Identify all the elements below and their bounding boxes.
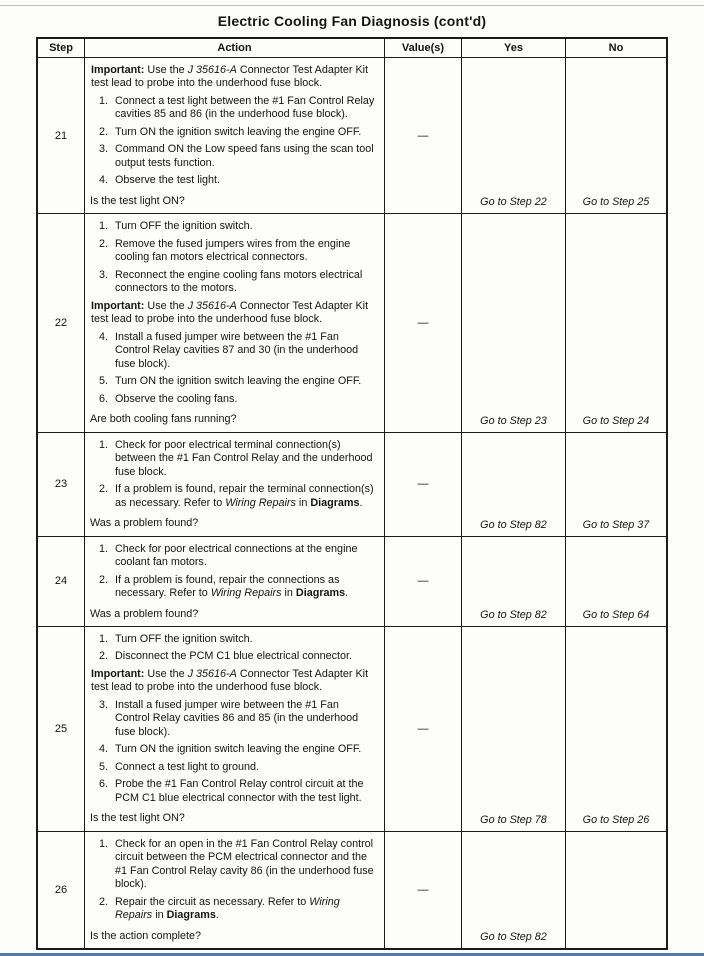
action-item [99, 126, 378, 139]
item-number: 5. [99, 375, 109, 388]
text-run: Probe the #1 Fan Control Relay control circuit at the PCM C1 blue electrical connector with the test light. [115, 778, 364, 804]
text-run: Remove the fused jumpers wires from the engine cooling fan motors electrical connectors. [115, 237, 351, 264]
header-action: Action [84, 39, 384, 57]
action-item [99, 331, 378, 371]
yes-result-cell [461, 627, 565, 831]
item-text [115, 778, 378, 805]
no-result-cell [565, 537, 666, 626]
step-number-cell [38, 832, 84, 948]
item-text [115, 375, 378, 388]
action-item [99, 439, 378, 479]
item-text [115, 143, 378, 170]
action-item [99, 220, 378, 233]
action-item [99, 896, 378, 923]
item-number: 1. [99, 438, 109, 451]
yes-result: Go to Step 23 [480, 414, 547, 427]
no-result: Go to Step 26 [582, 813, 650, 826]
item-number: 2. [99, 895, 109, 908]
text-run: in [281, 587, 296, 600]
text-run: Wiring Repairs [225, 496, 296, 509]
item-number: 2. [99, 650, 109, 663]
header-values: Value(s) [384, 39, 461, 57]
text-run: Observe the cooling fans. [115, 392, 238, 405]
question-text: Is the action complete? [90, 929, 202, 942]
text-run: Wiring Repairs [115, 895, 340, 922]
value-cell [384, 433, 461, 536]
text-run: Check for an open in the #1 Fan Control Relay control circuit between the PCM electrical connector and the #1 Fan Control Relay cavity 86 (in the underhood fuse block). [115, 837, 374, 891]
item-text [115, 174, 378, 187]
item-number: 4. [99, 330, 109, 343]
text-run: Turn ON the ignition switch leaving the engine OFF. [115, 743, 362, 756]
yes-result-cell [461, 433, 565, 536]
action-cell [84, 832, 384, 948]
text-run: . [345, 587, 349, 600]
action-item [99, 238, 378, 265]
action-cell [84, 433, 384, 536]
page-top-rule [0, 5, 704, 6]
value-cell [384, 832, 461, 948]
action-cell [84, 627, 384, 831]
item-number: 1. [99, 837, 109, 850]
step-number-cell [38, 58, 84, 213]
action-item [99, 269, 378, 296]
no-result: Go to Step 25 [582, 196, 650, 209]
text-run: Connector Test Adapter Kit test lead to probe into the underhood fuse block. [91, 64, 369, 90]
item-number: 2. [99, 125, 109, 138]
important-note [91, 668, 378, 695]
text-run: If a problem is found, repair the terminal connection(s) as necessary. Refer to [115, 483, 374, 509]
step-number: 26 [54, 883, 68, 896]
question-text: Was a problem found? [90, 517, 199, 530]
no-result: Go to Step 24 [582, 414, 650, 427]
item-number: 2. [99, 483, 109, 496]
value-cell [384, 537, 461, 626]
question-text: Is the test light ON? [90, 812, 185, 825]
text-run: J 35616-A [187, 64, 237, 76]
text-run: Install a fused jumper wire between the #1 Fan Control Relay cavities 87 and 30 (in the underhood fuse block). [115, 330, 359, 370]
step-number: 25 [54, 722, 68, 735]
value-dash: — [417, 883, 429, 896]
yes-result-cell [461, 832, 565, 948]
yes-result-cell [461, 537, 565, 626]
item-text [115, 483, 378, 510]
action-item [99, 393, 378, 406]
no-result: Go to Step 37 [582, 518, 650, 531]
no-result-cell [565, 214, 666, 431]
step-number-cell [38, 433, 84, 536]
table-row [38, 213, 666, 431]
item-text [115, 220, 378, 233]
page-title: Electric Cooling Fan Diagnosis (cont'd) [217, 13, 487, 29]
yes-result-cell [461, 58, 565, 213]
item-text [115, 439, 378, 479]
action-item [99, 761, 378, 774]
table-row [38, 626, 666, 831]
item-text [115, 238, 378, 265]
text-run: Diagrams [295, 587, 346, 600]
value-dash: — [417, 129, 429, 142]
value-cell [384, 627, 461, 831]
text-run: . [359, 496, 363, 509]
text-run: Reconnect the engine cooling fans motors electrical connectors to the motors. [115, 268, 363, 295]
value-dash: — [417, 722, 429, 735]
no-result-cell [565, 627, 666, 831]
text-run: Turn OFF the ignition switch. [115, 632, 253, 645]
text-run: Connect a test light between the #1 Fan Control Relay cavities 85 and 86 (in the underhood fuse block). [115, 94, 375, 121]
action-cell [84, 214, 384, 431]
text-run: Connect a test light to ground. [115, 760, 260, 773]
action-item [99, 574, 378, 601]
value-cell [384, 58, 461, 213]
value-dash: — [417, 478, 429, 491]
action-item [99, 778, 378, 805]
item-text [115, 574, 378, 601]
item-number: 4. [99, 743, 109, 756]
no-result: Go to Step 64 [582, 608, 650, 621]
text-run: Wiring Repairs [210, 587, 282, 600]
item-number: 1. [99, 632, 109, 645]
item-number: 1. [99, 220, 109, 233]
text-run: Check for poor electrical terminal connection(s) between the #1 Fan Control Relay and the underhood fuse block. [115, 438, 373, 478]
text-run: in [295, 496, 311, 509]
text-run: Disconnect the PCM C1 blue electrical connector. [115, 650, 353, 663]
question-text: Are both cooling fans running? [90, 413, 237, 426]
text-run: in [152, 909, 167, 922]
action-item [99, 650, 378, 663]
table-body [38, 58, 666, 948]
text-run: Repair the circuit as necessary. Refer to [115, 895, 310, 908]
value-dash: — [417, 317, 429, 329]
item-number: 5. [99, 760, 109, 773]
item-text [115, 331, 378, 371]
diagnosis-table [36, 37, 668, 950]
action-cell [84, 537, 384, 626]
header-no: No [565, 39, 666, 57]
item-number: 3. [99, 698, 109, 711]
step-number: 21 [54, 129, 68, 142]
no-result-cell [565, 832, 666, 948]
text-run: Connector Test Adapter Kit test lead to probe into the underhood fuse block. [91, 667, 369, 694]
item-text [115, 650, 378, 663]
text-run: Important: [91, 64, 148, 76]
action-item [99, 483, 378, 510]
item-number: 3. [99, 268, 109, 281]
item-text [115, 761, 378, 774]
item-number: 6. [99, 392, 109, 405]
step-number-cell [38, 537, 84, 626]
table-row [38, 58, 666, 213]
text-run: Turn ON the ignition switch leaving the engine OFF. [115, 125, 362, 138]
item-number: 4. [99, 174, 109, 187]
text-run: Command ON the Low speed fans using the scan tool output tests function. [115, 143, 374, 169]
item-text [115, 838, 378, 892]
item-text [115, 896, 378, 923]
item-text [115, 269, 378, 296]
action-cell [84, 58, 384, 213]
text-run: Use the [147, 667, 188, 680]
action-item [99, 838, 378, 892]
text-run: Important: [91, 299, 148, 312]
item-text [115, 633, 378, 646]
step-number: 23 [54, 478, 68, 491]
text-run: Observe the test light. [115, 174, 221, 187]
item-number: 2. [99, 573, 109, 586]
item-number: 1. [99, 542, 109, 555]
text-run: Install a fused jumper wire between the #1 Fan Control Relay cavities 86 and 85 (in the underhood fuse block). [115, 698, 359, 738]
header-yes: Yes [461, 39, 565, 57]
text-run: Diagrams [310, 496, 360, 509]
table-row [38, 831, 666, 948]
action-item [99, 543, 378, 570]
item-text [115, 95, 378, 122]
no-result-cell [565, 58, 666, 213]
important-note [91, 300, 378, 327]
step-number: 22 [54, 317, 68, 329]
no-result-cell [565, 433, 666, 536]
question-text: Is the test light ON? [90, 194, 185, 207]
item-text [115, 543, 378, 570]
text-run: J 35616-A [187, 667, 237, 680]
text-run: Connector Test Adapter Kit test lead to probe into the underhood fuse block. [91, 299, 369, 326]
important-note [91, 64, 378, 91]
yes-result: Go to Step 82 [480, 518, 547, 531]
action-item [99, 633, 378, 646]
item-text [115, 126, 378, 139]
text-run: If a problem is found, repair the connections as necessary. Refer to [115, 573, 340, 600]
step-number-cell [38, 627, 84, 831]
item-text [115, 393, 378, 406]
value-dash: — [417, 575, 429, 588]
step-number: 24 [54, 575, 68, 588]
table-row [38, 536, 666, 626]
value-cell [384, 214, 461, 431]
question-text: Was a problem found? [90, 607, 199, 620]
action-item [99, 174, 378, 187]
text-run: Turn ON the ignition switch leaving the engine OFF. [115, 375, 362, 388]
yes-result: Go to Step 82 [480, 931, 547, 944]
yes-result: Go to Step 78 [480, 813, 547, 826]
text-run: . [215, 909, 219, 922]
text-run: Diagrams [166, 909, 216, 922]
text-run: Use the [147, 64, 188, 76]
item-number: 6. [99, 778, 109, 791]
action-item [99, 95, 378, 122]
text-run: Use the [147, 299, 188, 312]
item-text [115, 743, 378, 756]
action-item [99, 143, 378, 170]
text-run: Turn OFF the ignition switch. [115, 220, 253, 233]
action-item [99, 375, 378, 388]
item-text [115, 699, 378, 739]
table-header-row [38, 39, 666, 58]
text-run: J 35616-A [187, 299, 237, 312]
step-number-cell [38, 214, 84, 431]
header-step: Step [49, 42, 73, 54]
item-number: 1. [99, 94, 109, 107]
action-item [99, 699, 378, 739]
item-number: 3. [99, 143, 109, 156]
action-item [99, 743, 378, 756]
yes-result: Go to Step 22 [480, 196, 547, 209]
text-run: Important: [91, 667, 148, 680]
item-number: 2. [99, 237, 109, 250]
text-run: Check for poor electrical connections at the engine coolant fan motors. [115, 542, 358, 569]
table-row [38, 432, 666, 536]
yes-result: Go to Step 82 [480, 608, 547, 621]
yes-result-cell [461, 214, 565, 431]
